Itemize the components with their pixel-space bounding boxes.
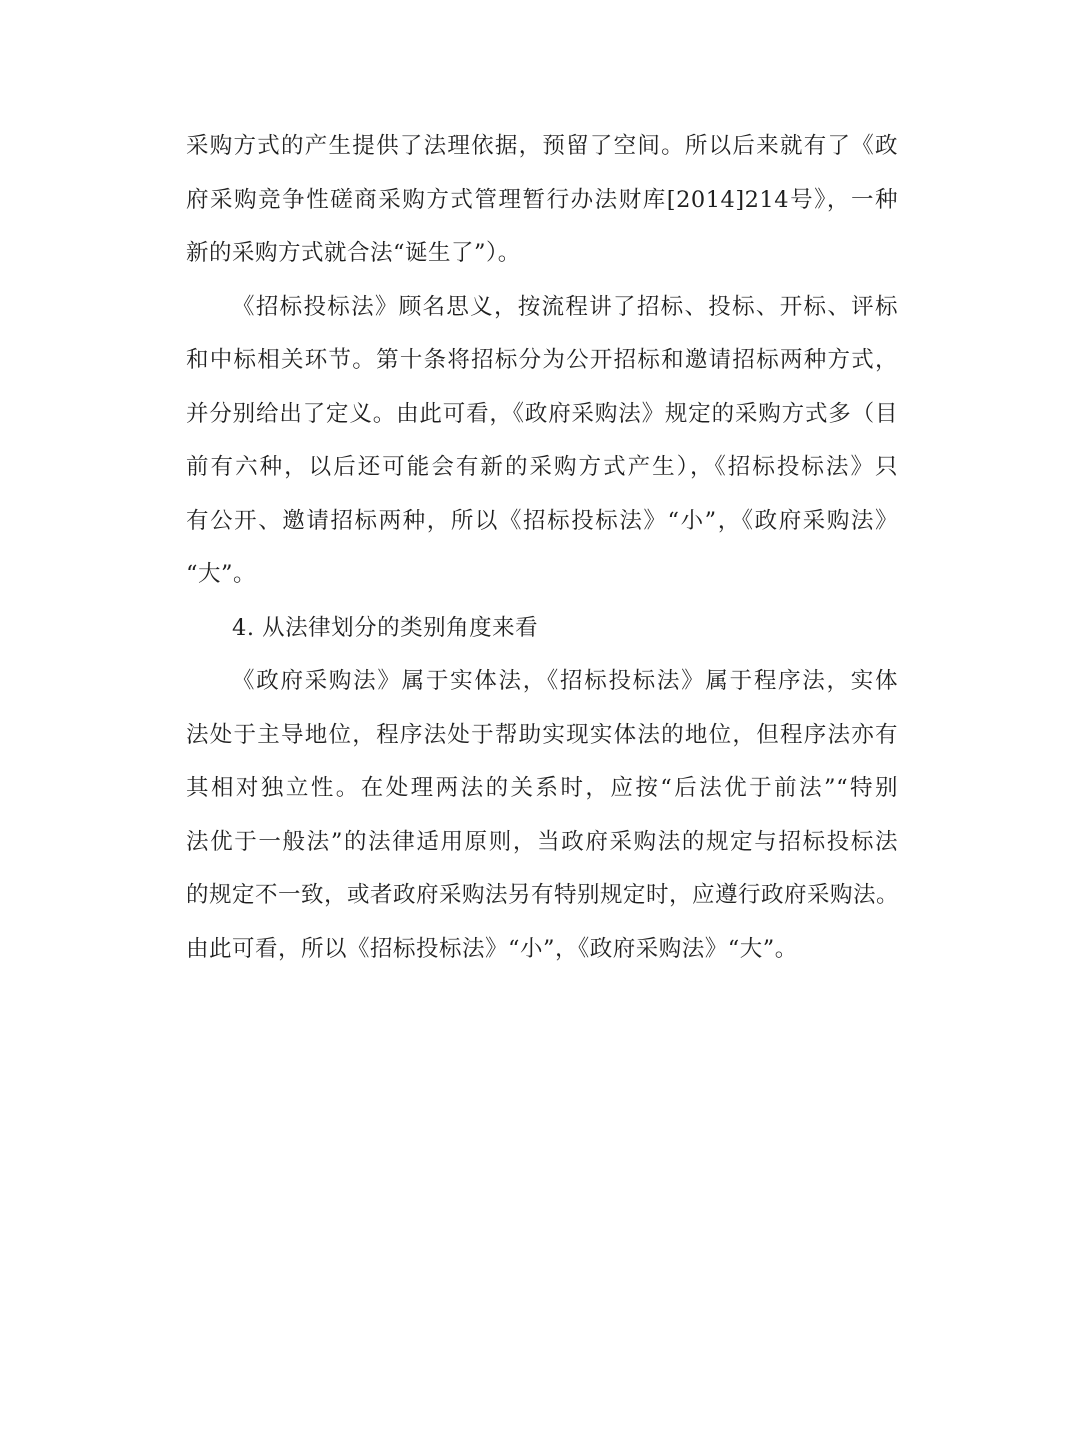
- text-line: 和中标相关环节。第十条将招标分为公开招标和邀请招标两种方式，: [186, 347, 898, 373]
- text-line: 府采购竞争性磋商采购方式管理暂行办法财库[2014]214号》，一种: [186, 186, 898, 213]
- section-heading-text: 4. 从法律划分的类别角度来看: [232, 614, 539, 641]
- paragraph-bidding-law: [186, 281, 898, 602]
- section-heading: [186, 602, 898, 656]
- text-line: 法处于主导地位，程序法处于帮助实现实体法的地位，但程序法亦有: [186, 721, 898, 748]
- text-line: 并分别给出了定义。由此可看，《政府采购法》规定的采购方式多（目: [186, 400, 898, 427]
- document-body: [186, 120, 898, 976]
- text-line: “大”。: [186, 561, 257, 587]
- text-line: 其相对独立性。在处理两法的关系时，应按“后法优于前法”“特别: [186, 775, 898, 801]
- text-line: 采购方式的产生提供了法理依据，预留了空间。所以后来就有了《政: [186, 133, 898, 159]
- text-line: 《政府采购法》属于实体法，《招标投标法》属于程序法，实体: [232, 668, 898, 694]
- text-line: 有公开、邀请招标两种，所以《招标投标法》“小”，《政府采购法》: [186, 507, 898, 534]
- text-line: 由此可看，所以《招标投标法》“小”，《政府采购法》“大”。: [186, 935, 798, 962]
- paragraph-procurement-methods: [186, 120, 898, 281]
- text-line: 前有六种，以后还可能会有新的采购方式产生），《招标投标法》只: [186, 454, 898, 480]
- text-line: 法优于一般法”的法律适用原则，当政府采购法的规定与招标投标法: [186, 828, 898, 855]
- paragraph-substantive-procedural: [186, 655, 898, 976]
- text-line: 的规定不一致，或者政府采购法另有特别规定时，应遵行政府采购法。: [186, 882, 900, 908]
- text-line: 《招标投标法》顾名思义，按流程讲了招标、投标、开标、评标: [232, 293, 898, 320]
- text-line: 新的采购方式就合法“诞生了”）。: [186, 240, 521, 266]
